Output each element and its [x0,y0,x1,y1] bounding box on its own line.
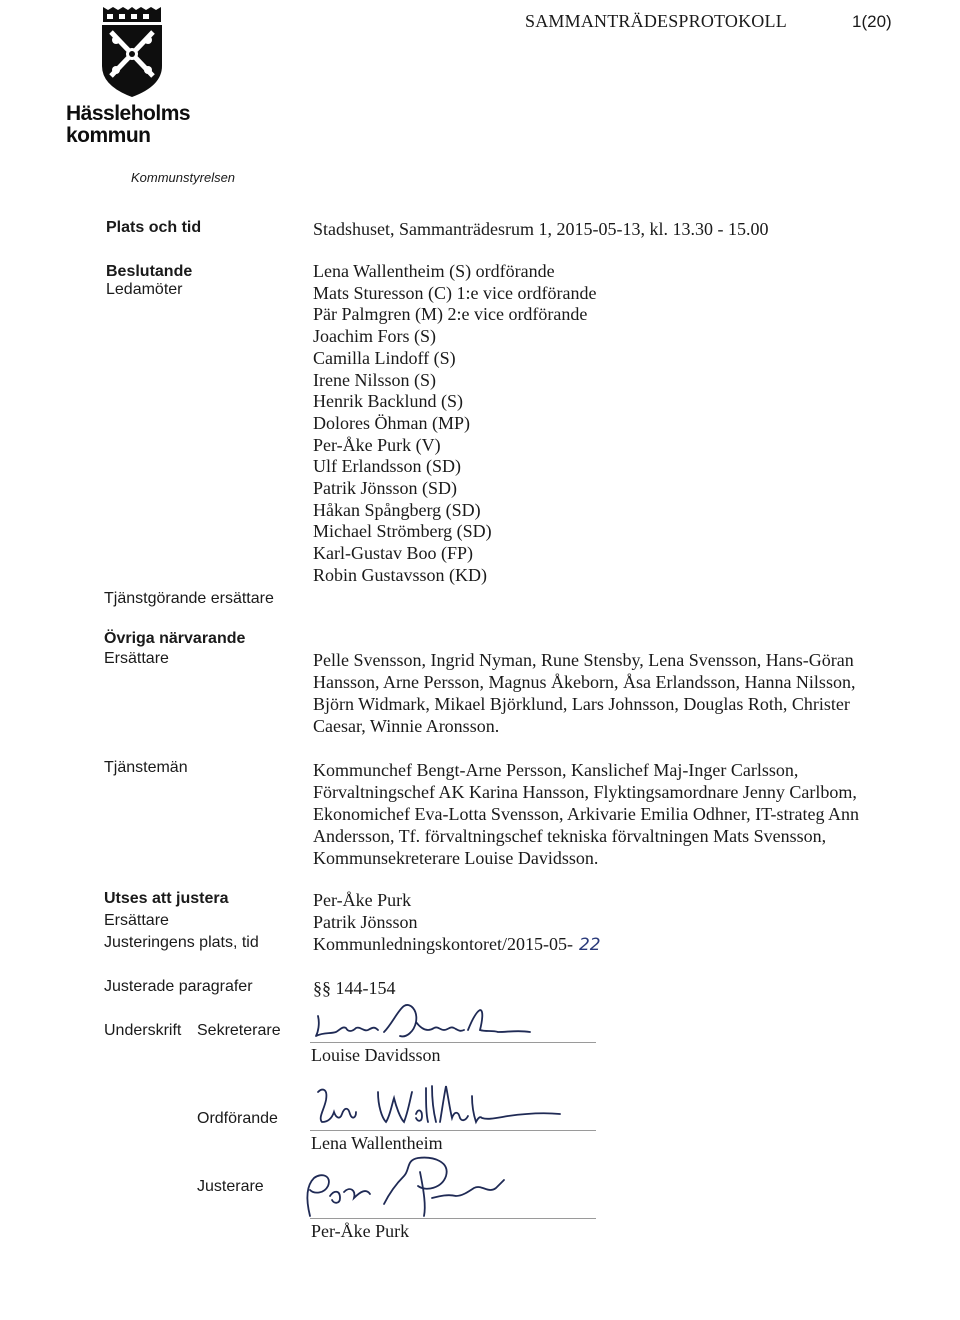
logo-wordmark-line1: Hässleholms [66,102,191,125]
adjuster-sign-name: Per-Åke Purk [311,1221,410,1241]
adjuster-name: Per-Åke Purk [313,890,412,910]
adjuster-signature-line [310,1218,596,1219]
place-time-value: Stadshuset, Sammanträdesrum 1, 2015-05-13, kl. 13.30 - 15.00 [313,219,769,239]
substitutes-text: Pelle Svensson, Ingrid Nyman, Rune Stensby, Lena Svensson, Hans-Göran Hansson, Arne Persson, Magnus Åkeborn, Åsa Erlandsson, Hanna Nilsson, Björn Widmark, Mikael Björklund, Lars Johnsson, Douglas Roth, Christer Caesar, Winnie Aronsson. [313,650,856,736]
list-item: Lena Wallentheim (S) ordförande [313,261,555,281]
adjusted-paragraphs-value: §§ 144-154 [313,978,396,998]
list-item: Håkan Spångberg (SD) [313,499,481,520]
adjustment-place-text: Kommunledningskontoret/2015-05- [313,934,573,954]
members-label: Ledamöter [106,281,183,298]
department-name: Kommunstyrelsen [131,170,236,185]
handwritten-day: 22 [578,935,601,955]
chair-signature [312,1082,572,1132]
serving-substitutes-label: Tjänstgörande ersättare [104,590,274,607]
list-item: Michael Strömberg (SD) [313,521,492,542]
list-item: Patrik Jönsson (SD) [313,478,458,499]
secretary-name: Louise Davidsson [311,1045,441,1065]
adjuster-sign-label: Justerare [197,1178,264,1195]
chair-name: Lena Wallentheim [311,1133,443,1153]
list-item: Joachim Fors (S) [313,326,436,347]
list-item: Henrik Backlund (S) [313,391,463,412]
list-item: Irene Nilsson (S) [313,369,436,390]
secretary-signature-line [310,1042,596,1043]
list-item: Mats Sturesson (C) 1:e vice ordförande [313,282,597,303]
list-item: Per-Åke Purk (V) [313,434,441,455]
members-list [313,261,596,587]
list-item: Karl-Gustav Boo (FP) [313,543,473,564]
decision-heading: Beslutande [106,263,193,280]
adjustment-place-value [313,933,601,956]
others-present-heading: Övriga närvarande [104,630,246,647]
chair-signature-line [310,1130,596,1131]
list-item: Ulf Erlandsson (SD) [313,456,461,477]
municipal-crest-logo [99,6,165,98]
list-item: Robin Gustavsson (KD) [313,564,487,585]
document-title: SAMMANTRÄDESPROTOKOLL [525,11,787,31]
adjuster-substitute-name: Patrik Jönsson [313,912,418,932]
list-item: Dolores Öhman (MP) [313,412,470,433]
page-number: 1(20) [852,12,892,31]
secretary-signature [312,1002,542,1042]
adjuster-substitute-label: Ersättare [104,912,169,929]
adjuster-heading: Utses att justera [104,890,229,907]
logo-wordmark-line2: kommun [66,124,151,147]
adjustment-place-label: Justeringens plats, tid [104,934,259,951]
chair-label: Ordförande [197,1110,278,1127]
substitutes-label: Ersättare [104,650,169,667]
place-time-label: Plats och tid [106,219,202,236]
officials-label: Tjänstemän [104,759,188,776]
signature-label: Underskrift [104,1022,182,1039]
adjusted-paragraphs-label: Justerade paragrafer [104,978,253,995]
secretary-label: Sekreterare [197,1022,281,1039]
adjuster-signature [300,1152,520,1222]
list-item: Pär Palmgren (M) 2:e vice ordförande [313,304,588,325]
list-item: Camilla Lindoff (S) [313,347,456,368]
officials-text: Kommunchef Bengt-Arne Persson, Kanslichef Maj-Inger Carlsson, Förvaltningschef AK Karina Hansson, Flyktingsamordnare Jenny Carlbom, Ekonomichef Eva-Lotta Svensson, Arkivarie Emilia Odhner, IT-strateg Ann Andersson, Tf. förvaltningschef tekniska förvaltningen Mats Svensson, Kommunsekreterare Louise Davidsson. [313,760,859,868]
